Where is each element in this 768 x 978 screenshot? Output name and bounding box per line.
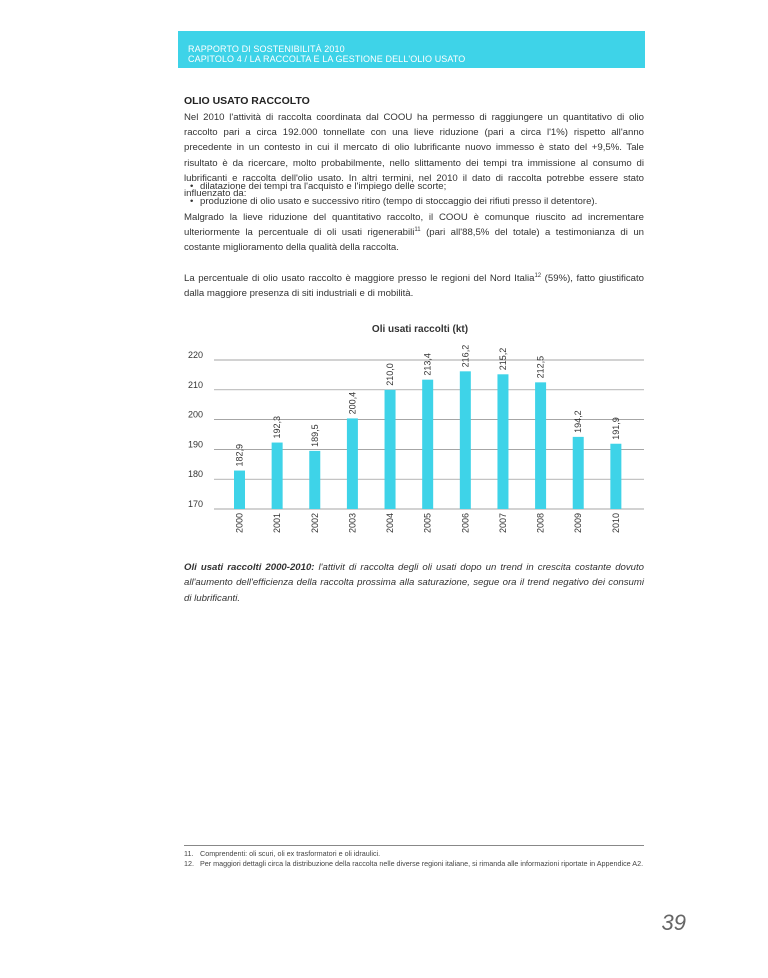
- chart-caption: [184, 560, 644, 606]
- y-tick-label: 220: [188, 350, 204, 360]
- x-tick-label: 2008: [535, 513, 546, 534]
- bar-2007: [497, 374, 508, 509]
- paragraph-3-text-end: (59%), fatto giustificato dalla maggiore presenza di siti industriali e di mobilità.: [184, 273, 644, 300]
- value-label: 189,5: [309, 424, 320, 447]
- section-title: OLIO USATO RACCOLTO: [184, 95, 310, 107]
- footnote-11: [184, 849, 644, 859]
- y-tick-label: 190: [188, 439, 204, 450]
- value-label: 213,4: [422, 353, 433, 376]
- bullet-list: [184, 179, 644, 209]
- x-tick-label: 2003: [347, 513, 358, 534]
- x-tick-label: 2004: [385, 513, 396, 534]
- x-tick-label: 2005: [422, 513, 433, 534]
- caption-bold: Oli usati raccolti 2000-2010:: [184, 562, 315, 573]
- value-label: 216,2: [460, 344, 471, 368]
- caption-text: l'attivit di raccolta degli oli usati dopo un trend in crescita costante dovuto all'aumento dell'efficienza della raccolta prossima alla saturazione, segue ora il trend negativo dei consumi di lubrificanti.: [184, 562, 644, 604]
- footnote-text: Per maggiori dettagli circa la distribuzione della raccolta nelle diverse regioni italiane, si rimanda alle informazioni riportate in Appendice A2.: [200, 859, 644, 868]
- value-label: 212,5: [535, 355, 546, 379]
- paragraph-2-text: Malgrado la lieve riduzione del quantitativo raccolto, il COOU è comunque riuscito ad incrementare ulteriormente la percentuale di oli usati rigenerabili: [184, 212, 644, 239]
- bar-2009: [573, 437, 584, 509]
- footnote-12: [184, 859, 644, 869]
- x-tick-label: 2001: [272, 513, 283, 534]
- paragraph-3-text: La percentuale di olio usato raccolto è maggiore presso le regioni del Nord Italia: [184, 273, 535, 284]
- bullet-item: • dilatazione dei tempi tra l'acquisto e l'impiego delle scorte;: [184, 179, 644, 194]
- paragraph-2-text-end: (pari all'88,5% del totale) a testimonianza di un costante miglioramento della qualità della raccolta.: [184, 227, 644, 254]
- x-tick-label: 2000: [234, 513, 245, 534]
- footnote-text: Comprendenti: oli scuri, oli ex trasformatori e oli idraulici.: [200, 849, 381, 858]
- paragraph-2: [184, 210, 644, 256]
- footnote-number: 12.: [184, 859, 194, 868]
- value-label: 182,9: [234, 444, 245, 467]
- page-number: 39: [661, 910, 686, 935]
- value-label: 192,3: [272, 416, 283, 439]
- footnote-divider: [184, 845, 644, 846]
- footnotes: [184, 849, 644, 869]
- paragraph-1: Nel 2010 l'attività di raccolta coordinata dal COOU ha permesso di raggiungere un quantitativo di olio raccolto pari a circa 192.000 tonnellate con una lieve riduzione (pari a circa l'1%) rispetto all'anno precedente in un contesto in cui il mercato di olio lubrificante nuovo immesso è stato del +9,5%. Tale risultato è da ricercare, molto probabilmente, nello slittamento dei tempi tra immissione al consumo di lubrificanti e raccolta dell'olio usato. In altri termini, nel 2010 il dato di raccolta potrebbe essere stato influenzato da:: [184, 112, 644, 200]
- x-tick-label: 2002: [309, 513, 320, 534]
- value-label: 194,2: [573, 410, 584, 433]
- bullet-item: • produzione di olio usato e successivo ritiro (tempo di stoccaggio dei rifiuti presso il detentore).: [184, 194, 644, 209]
- chart-title: Oli usati raccolti (kt): [371, 324, 469, 335]
- chart-bars: [234, 371, 621, 509]
- value-label: 210,0: [385, 363, 396, 386]
- chapter-title: CAPITOLO 4 / LA RACCOLTA E LA GESTIONE DELL'OLIO USATO: [188, 54, 466, 64]
- bar-2003: [347, 418, 358, 509]
- bar-2006: [460, 371, 471, 509]
- footnote-ref-11[interactable]: 11: [414, 227, 421, 234]
- header-band: [178, 31, 645, 68]
- x-tick-label: 2007: [497, 513, 508, 534]
- value-label: 200,4: [347, 391, 358, 415]
- value-label: 191,9: [610, 417, 621, 440]
- x-tick-label: 2006: [460, 513, 471, 534]
- x-tick-label: 2009: [573, 513, 584, 534]
- bar-2000: [234, 471, 245, 509]
- chart-labels: [188, 345, 621, 533]
- x-tick-label: 2010: [610, 513, 621, 534]
- y-tick-label: 180: [188, 469, 204, 480]
- paragraph-3: [184, 271, 644, 301]
- footnote-ref-12[interactable]: 12: [534, 272, 542, 279]
- bar-2005: [422, 380, 433, 509]
- bar-2001: [272, 443, 283, 509]
- y-tick-label: 210: [188, 379, 204, 390]
- report-title: RAPPORTO DI SOSTENIBILITÀ 2010: [188, 44, 345, 54]
- value-label: 215,2: [497, 347, 508, 371]
- bar-2010: [610, 444, 621, 509]
- bar-2002: [309, 451, 320, 509]
- bar-2004: [385, 390, 396, 509]
- y-tick-label: 170: [188, 499, 204, 509]
- y-tick-label: 200: [188, 409, 204, 420]
- footnote-number: 11.: [184, 849, 194, 858]
- bar-chart: [180, 316, 650, 538]
- bar-2008: [535, 382, 546, 509]
